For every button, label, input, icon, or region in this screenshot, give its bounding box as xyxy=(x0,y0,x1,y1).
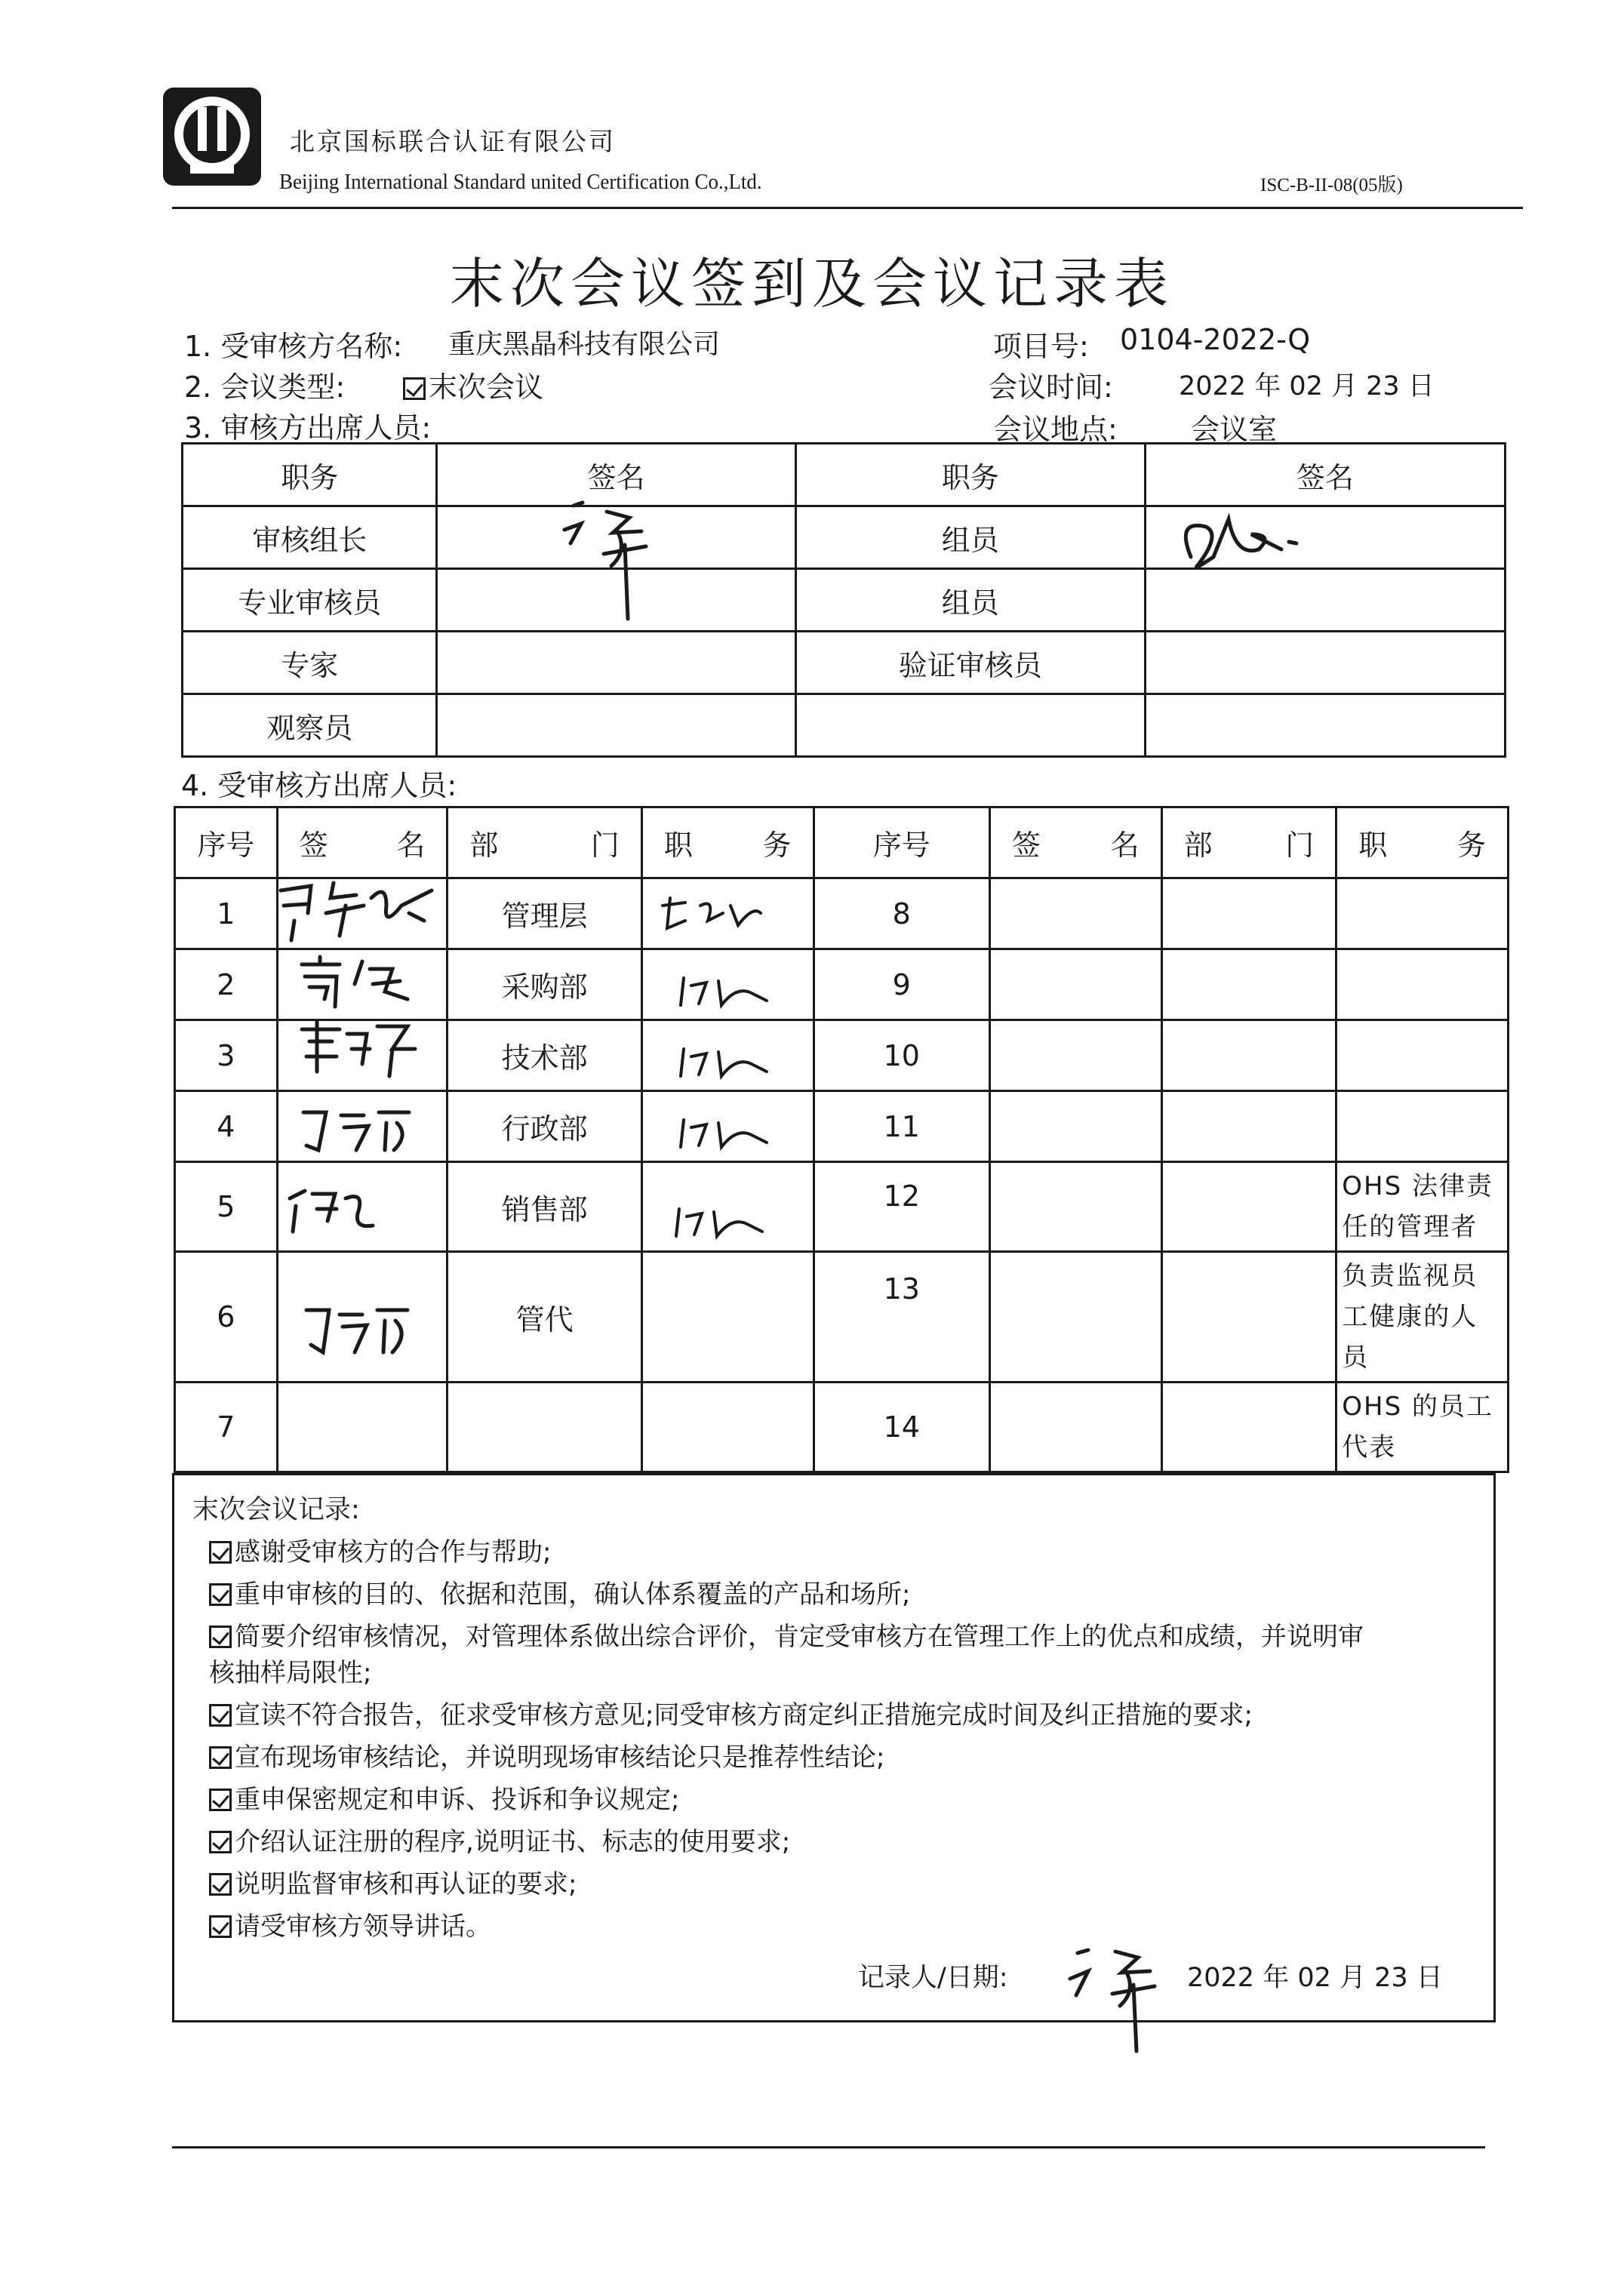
role-cell: 观察员 xyxy=(183,694,437,757)
position-cell: 负责监视员工健康的人员 xyxy=(1336,1252,1509,1383)
header-department xyxy=(1161,807,1336,878)
header-char: 部 xyxy=(1183,829,1213,862)
minutes-item xyxy=(209,1863,577,1900)
auditee-name: 重庆黑晶科技有限公司 xyxy=(448,329,721,360)
minutes-item-text: 请受审核方领导讲话。 xyxy=(235,1912,491,1942)
role-cell: 组员 xyxy=(795,569,1145,632)
header-char: 签 xyxy=(1011,829,1041,862)
minutes-item-text: 重申保密规定和申诉、投诉和争议规定; xyxy=(235,1785,680,1815)
row-no: 2 xyxy=(175,949,278,1020)
auditee-label: 1. 受审核方名称: xyxy=(184,330,403,363)
row-no: 12 xyxy=(814,1162,989,1252)
company-logo xyxy=(160,85,264,189)
meeting-time-label: 会议时间: xyxy=(989,371,1113,404)
position-signature-cell xyxy=(641,1020,814,1091)
header-no: 序号 xyxy=(175,807,278,878)
footer-divider xyxy=(172,2146,1485,2148)
role-cell: 专家 xyxy=(183,632,437,694)
position-cell xyxy=(641,1383,814,1472)
department-cell: 管理层 xyxy=(448,878,642,949)
role-cell xyxy=(795,694,1145,757)
minutes-title: 末次会议记录: xyxy=(192,1495,360,1525)
role-cell: 组员 xyxy=(795,506,1145,569)
header-position xyxy=(641,807,814,878)
minutes-item-text: 简要介绍审核情况，对管理体系做出综合评价，肯定受审核方在管理工作上的优点和成绩，并说明审 xyxy=(235,1622,1364,1652)
signature-cell xyxy=(989,1252,1161,1383)
table-row xyxy=(175,878,1509,949)
minutes-item-text: 宣读不符合报告，征求受审核方意见;同受审核方商定纠正措施完成时间及纠正措施的要求; xyxy=(235,1700,1253,1730)
signature-cell xyxy=(277,1091,448,1162)
role-cell: 专业审核员 xyxy=(183,569,437,632)
signature-cell xyxy=(277,949,448,1020)
header-char: 门 xyxy=(1285,829,1315,862)
project-number: 0104-2022-Q xyxy=(1120,323,1311,356)
minutes-item xyxy=(209,1694,1253,1731)
row-no: 8 xyxy=(814,878,989,949)
meeting-place-label: 会议地点: xyxy=(993,413,1118,446)
record-date: 2022 年 02 月 23 日 xyxy=(1187,1963,1443,1993)
minutes-item xyxy=(209,1736,884,1773)
project-label: 项目号: xyxy=(993,330,1089,363)
department-cell: 管代 xyxy=(448,1252,642,1383)
minutes-item xyxy=(209,1616,1364,1653)
signature-cell xyxy=(437,694,795,757)
minutes-item xyxy=(209,1821,790,1858)
department-cell: 行政部 xyxy=(448,1091,642,1162)
position-signature-cell xyxy=(641,949,814,1020)
checked-box-icon xyxy=(209,1704,232,1727)
position-signature-cell xyxy=(641,1091,814,1162)
signature-cell xyxy=(989,878,1161,949)
department-cell xyxy=(1161,949,1336,1020)
department-cell: 采购部 xyxy=(448,949,642,1020)
minutes-item-text: 感谢受审核方的合作与帮助; xyxy=(235,1537,552,1567)
header-char: 务 xyxy=(762,829,792,862)
auditor-attendees-label: 3. 审核方出席人员: xyxy=(184,411,432,444)
header-role: 职务 xyxy=(795,444,1145,506)
role-cell: 验证审核员 xyxy=(795,632,1145,694)
checked-box-icon xyxy=(209,1541,232,1564)
position-cell xyxy=(1336,1091,1509,1162)
header-signature: 签名 xyxy=(1145,444,1505,506)
minutes-item xyxy=(209,1905,491,1942)
signature-cell xyxy=(989,1091,1161,1162)
position-cell xyxy=(1336,878,1509,949)
checked-box-icon xyxy=(403,377,426,400)
position-cell xyxy=(641,1252,814,1383)
header-no: 序号 xyxy=(814,807,989,878)
row-no: 10 xyxy=(814,1020,989,1091)
header-divider xyxy=(172,207,1523,209)
signature-cell xyxy=(1145,506,1505,569)
table-row xyxy=(175,1252,1509,1383)
checked-box-icon xyxy=(209,1746,232,1769)
checked-box-icon xyxy=(209,1789,232,1811)
row-no: 1 xyxy=(175,878,278,949)
signature-cell xyxy=(989,1383,1161,1472)
form-code: ISC-B-II-08(05版) xyxy=(1260,175,1403,195)
department-cell: 技术部 xyxy=(448,1020,642,1091)
table-row xyxy=(175,1162,1509,1252)
recorder-label: 记录人/日期: xyxy=(858,1963,1008,1993)
header-char: 职 xyxy=(1358,829,1388,862)
department-cell xyxy=(448,1383,642,1472)
minutes-item-text: 宣布现场审核结论，并说明现场审核结论只是推荐性结论; xyxy=(235,1742,885,1773)
header-char: 名 xyxy=(396,829,426,862)
row-no: 14 xyxy=(814,1383,989,1472)
document-title: 末次会议签到及会议记录表 xyxy=(449,252,1174,315)
header-role: 职务 xyxy=(183,444,437,506)
checked-box-icon xyxy=(209,1626,232,1648)
signature-cell xyxy=(277,878,448,949)
position-cell xyxy=(1336,1020,1509,1091)
checked-box-icon xyxy=(209,1915,232,1938)
company-name-en: Beijing International Standard united Certification Co.,Ltd. xyxy=(279,170,762,194)
department-cell xyxy=(1161,1252,1336,1383)
row-no: 6 xyxy=(175,1252,278,1383)
row-no: 4 xyxy=(175,1091,278,1162)
signature-cell xyxy=(1145,632,1505,694)
signature-cell xyxy=(1145,694,1505,757)
minutes-item-text: 介绍认证注册的程序,说明证书、标志的使用要求; xyxy=(235,1827,791,1857)
signature-cell xyxy=(437,632,795,694)
header-department xyxy=(448,807,642,878)
header-position xyxy=(1336,807,1509,878)
header-signature xyxy=(989,807,1161,878)
department-cell xyxy=(1161,1020,1336,1091)
signature-cell xyxy=(277,1252,448,1383)
meeting-minutes-box xyxy=(172,1473,1496,2022)
minutes-item-text: 重申审核的目的、依据和范围，确认体系覆盖的产品和场所; xyxy=(235,1579,911,1610)
role-cell: 审核组长 xyxy=(183,506,437,569)
checked-box-icon xyxy=(209,1831,232,1853)
header-char: 部 xyxy=(469,829,499,862)
minutes-item xyxy=(209,1531,551,1568)
meeting-type-value: 末次会议 xyxy=(429,371,544,404)
table-row xyxy=(175,1020,1509,1091)
department-cell xyxy=(1161,1162,1336,1252)
header-char: 门 xyxy=(590,829,620,862)
header-char: 签 xyxy=(299,829,328,862)
auditor-attendance-table xyxy=(181,442,1506,758)
company-name-cn: 北京国标联合认证有限公司 xyxy=(290,127,616,156)
checked-box-icon xyxy=(209,1873,232,1896)
position-cell xyxy=(1336,949,1509,1020)
signature-cell xyxy=(1145,569,1505,632)
signature-cell xyxy=(277,1020,448,1091)
minutes-item-text: 说明监督审核和再认证的要求; xyxy=(235,1869,577,1899)
position-cell: OHS 法律责任的管理者 xyxy=(1336,1162,1509,1252)
signature-cell xyxy=(437,569,795,632)
minutes-item xyxy=(209,1779,679,1816)
signature-cell xyxy=(277,1162,448,1252)
table-row xyxy=(175,1091,1509,1162)
signature-cell xyxy=(989,1020,1161,1091)
table-row xyxy=(175,1383,1509,1472)
signature-cell xyxy=(989,1162,1161,1252)
meeting-type-label: 2. 会议类型: xyxy=(184,371,346,404)
checked-box-icon xyxy=(209,1583,232,1606)
department-cell xyxy=(1161,1091,1336,1162)
row-no: 9 xyxy=(814,949,989,1020)
row-no: 7 xyxy=(175,1383,278,1472)
auditee-attendees-label: 4. 受审核方出席人员: xyxy=(181,769,457,802)
position-signature-cell xyxy=(641,878,814,949)
header-char: 务 xyxy=(1456,829,1486,862)
signature-cell xyxy=(277,1383,448,1472)
meeting-place: 会议室 xyxy=(1191,413,1278,446)
auditee-attendance-table xyxy=(174,806,1509,1473)
table-row xyxy=(175,949,1509,1020)
row-no: 11 xyxy=(814,1091,989,1162)
department-cell xyxy=(1161,878,1336,949)
header-signature: 签名 xyxy=(437,444,795,506)
department-cell xyxy=(1161,1383,1336,1472)
position-signature-cell xyxy=(641,1162,814,1252)
header-char: 名 xyxy=(1110,829,1140,862)
meeting-type xyxy=(403,364,543,405)
minutes-item-continuation: 核抽样局限性; xyxy=(209,1658,372,1688)
row-no: 13 xyxy=(814,1252,989,1383)
signature-cell xyxy=(437,506,795,569)
header-char: 职 xyxy=(663,829,693,862)
row-no: 3 xyxy=(175,1020,278,1091)
row-no: 5 xyxy=(175,1162,278,1252)
position-cell: OHS 的员工代表 xyxy=(1336,1383,1509,1472)
signature-cell xyxy=(989,949,1161,1020)
department-cell: 销售部 xyxy=(448,1162,642,1252)
meeting-time: 2022 年 02 月 23 日 xyxy=(1179,371,1435,401)
header-signature xyxy=(277,807,448,878)
minutes-item xyxy=(209,1573,910,1610)
